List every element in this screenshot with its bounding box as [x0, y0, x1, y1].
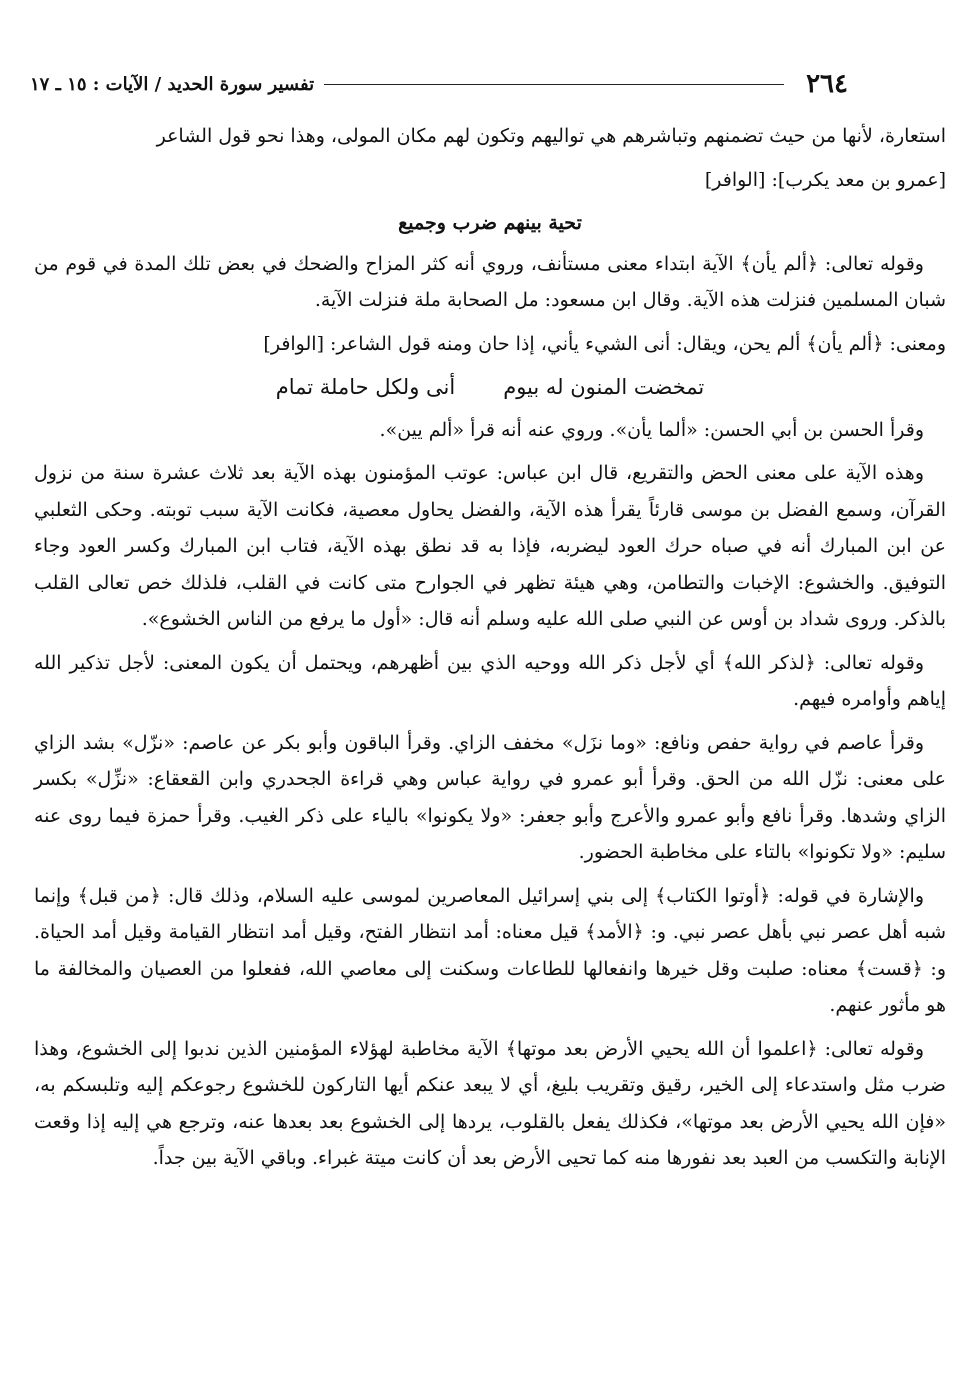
running-title: تفسير سورة الحديد / الآيات : ١٥ ـ ١٧: [30, 73, 315, 95]
paragraph-khushu: وهذه الآية على معنى الحض والتقريع، قال ابن عباس: عوتب المؤمنون بهذه الآية بعد ثلاث عشرة سنة من نزول القرآن، وسمع الفضل بن موسى قارئاً يقرأ هذه الآية، والفضل يحاول معصية، فكانت الآية سبب توبته. وحكى الثعلبي عن ابن المبارك أنه في صباه حرك العود ليضربه، فإذا به قد نطق بهذه الآية، فتاب ابن المبارك وكسر العود وجاء التوفيق. والخشوع: الإخبات والتطامن، وهي هيئة تظهر في الجوارح متى كانت في القلب، فلذلك خص تعالى القلب بالذكر. وروى شداد بن أوس عن النبي صلى الله عليه وسلم أنه قال: «أول ما يرفع من الناس الخشوع».: [34, 462, 946, 630]
paragraph-meaning: ومعنى: ﴿ألم يأن﴾ ألم يحن، ويقال: أنى الشيء يأني، إذا حان ومنه قول الشاعر: [الوافر]: [263, 332, 946, 355]
paragraph-earth-revived: وقوله تعالى: ﴿اعلموا أن الله يحيي الأرض بعد موتها﴾ الآية مخاطبة لهؤلاء المؤمنين الذين ندبوا إلى الخشوع، وهذا ضرب مثل واستدعاء إلى الخير، رقيق وتقريب بليغ، أي لا يبعد عنكم أيها التاركون للخشوع رجوعكم إليه وتلبسكم به، «فإن الله يحيي الأرض بعد موتها»، فكذلك يفعل بالقلوب، يردها إلى الخشوع بعد بعدها عنه، وترجع هي إليه إذا وقعت الإنابة والتكسب من العبد بعد نفورها منه كما تحيى الأرض بعد أن كانت ميتة غبراء. وباقي الآية بين جداً.: [34, 1037, 946, 1169]
header-rule: [324, 84, 784, 85]
page-number: ٢٦٤: [806, 69, 848, 99]
paragraph-readings: وقرأ عاصم في رواية حفص ونافع: «وما نزَل» مخفف الزاي. وقرأ الباقون وأبو بكر عن عاصم: «نزّل» بشد الزاي على معنى: نزّل الله من الحق. وقرأ أبو عمرو في رواية عباس وهي قراءة الجحدري وابن القعقاع: «نزِّل» بكسر الزاي وشدها. وقرأ نافع وأبو عمرو والأعرج وأبو جعفر: «ولا يكونوا» بالياء على ذكر الغيب. وقرأ حمزة فيما روى عنه سليم: «ولا تكونوا» بالتاء على مخاطبة الحضور.: [34, 731, 946, 863]
paragraph-intro: استعارة، لأنها من حيث تضمنهم وتباشرهم هي تواليهم وتكون لهم مكان المولى، وهذا نحو قول الشاعر: [156, 125, 946, 147]
poetry-verse: [34, 369, 946, 406]
paragraph-utu-al-kitab: والإشارة في قوله: ﴿أوتوا الكتاب﴾ إلى بني إسرائيل المعاصرين لموسى عليه السلام، وذلك قال: ﴿من قبل﴾ وإنما شبه أهل عصر نبي بأهل عصر نبي. و: ﴿الأمد﴾ قيل معناه: أمد انتظار الفتح، وقيل أمد انتظار القيامة وقيل أمد الحياة. و: ﴿قست﴾ معناه: صلبت وقل خيرها وانفعالها للطاعات وسكنت إلى معاصي الله، ففعلوا من العصيان والمخالفة ما هو مأثور عنهم.: [34, 884, 946, 1016]
verse-first-hemistich: تمخضت المنون له بيوم: [503, 375, 705, 399]
verse-second-hemistich: أنى ولكل حاملة تمام: [275, 375, 456, 399]
poet-attribution: [عمرو بن معد يكرب]: [الوافر]: [704, 168, 946, 191]
verse-half-line: تحية بينهم ضرب وجميع: [398, 212, 582, 234]
running-header: [30, 66, 848, 102]
paragraph-alam-yan: وقوله تعالى: ﴿ألم يأن﴾ الآية ابتداء معنى مستأنف، وروي أنه كثر المزاح والضحك في بعض تلك المدة في قوم من شبان المسلمين فنزلت هذه الآية. وقال ابن مسعود: مل الصحابة ملة فنزلت الآية.: [34, 252, 946, 311]
paragraph-hasan-reading: وقرأ الحسن بن أبي الحسن: «ألما يأن». وروي عنه أنه قرأ «ألم يين».: [379, 418, 924, 441]
paragraph-dhikr-allah: وقوله تعالى: ﴿لذكر الله﴾ أي لأجل ذكر الله ووحيه الذي بين أظهرهم، ويحتمل أن يكون المعنى: لأجل تذكير الله إياهم وأوامره فيهم.: [34, 651, 946, 710]
page-body: [34, 118, 946, 1184]
